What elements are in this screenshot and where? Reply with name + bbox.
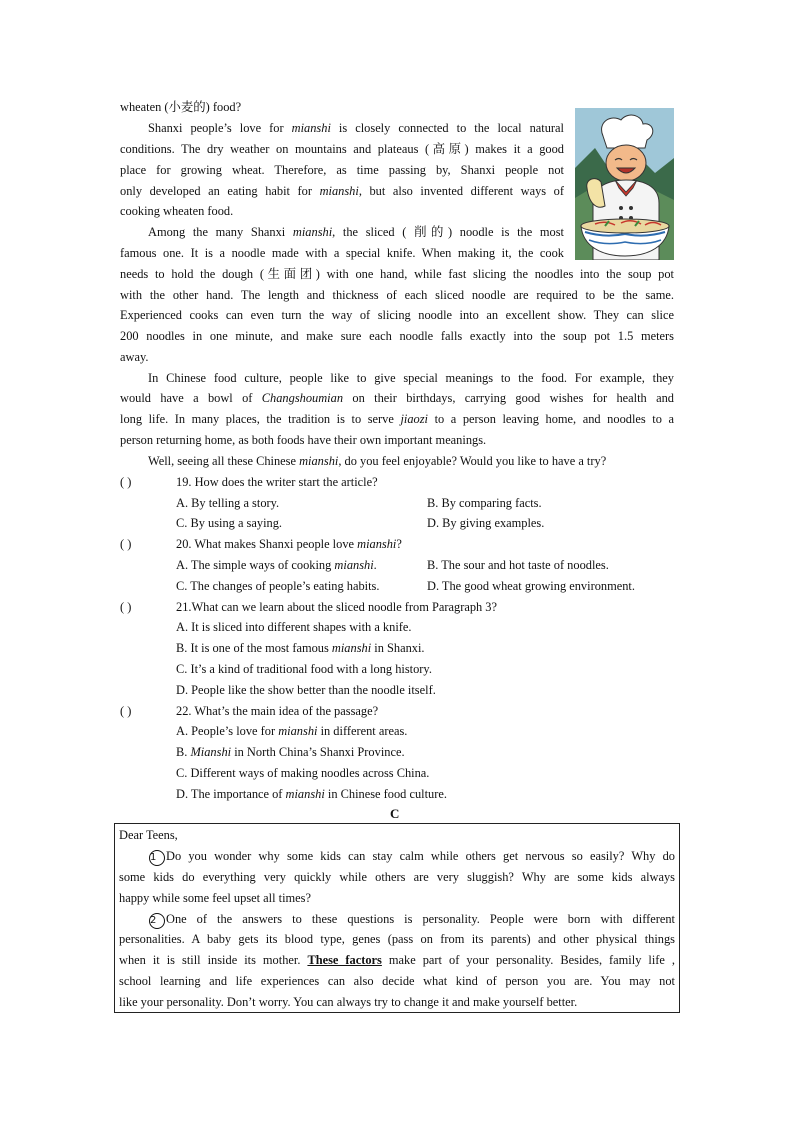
option-a[interactable]: A. It is sliced into different shapes with a knife. (176, 620, 412, 634)
p3-line: person returning home, as both foods have their own important meanings. (120, 433, 487, 447)
p2-line: 200 noodles in one minute, and make sure each noodle falls exactly into the soup pot 1.5 meters (120, 329, 674, 343)
letter-line: 2 One of the answers to these questions is personality. People were born with different (119, 911, 675, 929)
option-b[interactable]: B. By comparing facts. (427, 496, 542, 510)
option-a[interactable]: A. People’s love for mianshi in different areas. (176, 724, 408, 738)
circled-number-1: 1 (149, 850, 165, 866)
p3-line: long life. In many places, the tradition is to serve jiaozi to a person leaving home, and noodles to a (120, 412, 675, 426)
answer-blank[interactable]: ( ) (120, 600, 132, 614)
p3-line: In Chinese food culture, people like to give special meanings to the food. For example, they (148, 371, 674, 385)
p3-line: would have a bowl of Changshoumian on their birthdays, carrying good wishes for health and (120, 391, 674, 405)
option-d[interactable]: D. The good wheat growing environment. (427, 579, 635, 593)
option-c[interactable]: C. The changes of people’s eating habits. (176, 579, 380, 593)
p2-line: with the other hand. The length and thickness of each sliced noodle are required to be the same. (120, 288, 674, 302)
answer-blank[interactable]: ( ) (120, 475, 132, 489)
option-b[interactable]: B. It is one of the most famous mianshi in Shanxi. (176, 641, 425, 655)
letter-line: when it is still inside its mother. These factors make part of your personality. Besides, family life , (119, 953, 676, 967)
p2-line: Among the many Shanxi mianshi, the sliced ( 削的) noodle is the most (148, 225, 564, 239)
intro-line: wheaten (小麦的) food? (120, 100, 242, 114)
option-a[interactable]: A. By telling a story. (176, 496, 280, 510)
option-d[interactable]: D. The importance of mianshi in Chinese food culture. (176, 787, 447, 801)
option-b[interactable]: B. Mianshi in North China’s Shanxi Province. (176, 745, 405, 759)
letter-line: happy while some feel upset all times? (119, 891, 312, 905)
underlined-phrase: These factors (307, 953, 382, 967)
option-d[interactable]: D. By giving examples. (427, 516, 545, 530)
question-stem: 19. How does the writer start the article? (176, 475, 378, 489)
letter-line: some kids do everything very quickly while others are very sluggish? Why are some kids always (119, 870, 675, 884)
p1-line: place for growing wheat. Therefore, as time passing by, Shanxi people not (120, 163, 564, 177)
letter-line: 1 Do you wonder why some kids can stay calm while others get nervous so easily? Why do (119, 848, 675, 866)
p2-line: needs to hold the dough (生面团) with one hand, while fast slicing the noodles into the soup pot (120, 267, 674, 281)
answer-blank[interactable]: ( ) (120, 537, 132, 551)
question-stem: 22. What’s the main idea of the passage? (176, 704, 379, 718)
paragraph-4: Well, seeing all these Chinese mianshi, do you feel enjoyable? Would you like to have a try? (148, 454, 607, 468)
option-a[interactable]: A. The simple ways of cooking mianshi. (176, 558, 377, 572)
p2-line: away. (120, 350, 149, 364)
option-c[interactable]: C. It’s a kind of traditional food with a long history. (176, 662, 432, 676)
p1-line: conditions. The dry weather on mountains and plateaus (高原) makes it a good (120, 142, 564, 156)
p1-line: only developed an eating habit for mianshi, but also invented different ways of (120, 184, 564, 198)
letter-line: school learning and life experiences can also decide what kind of person you are. You may not (119, 974, 675, 988)
chef-noodles-illustration (575, 108, 674, 260)
letter-box (114, 823, 680, 1013)
question-stem: 20. What makes Shanxi people love mianshi? (176, 537, 402, 551)
option-c[interactable]: C. Different ways of making noodles across China. (176, 766, 430, 780)
p2-line: Experienced cooks can even turn the way of slicing noodle into an excellent show. They can slice (120, 308, 674, 322)
option-b[interactable]: B. The sour and hot taste of noodles. (427, 558, 609, 572)
circled-number-2: 2 (149, 913, 165, 929)
p1-line: cooking wheaten food. (120, 204, 234, 218)
p2-line: famous one. It is a noodle made with a special knife. When making it, the cook (120, 246, 564, 260)
p1-line: Shanxi people’s love for mianshi is closely connected to the local natural (148, 121, 564, 135)
question-stem: 21.What can we learn about the sliced noodle from Paragraph 3? (176, 600, 498, 614)
answer-blank[interactable]: ( ) (120, 704, 132, 718)
greeting: Dear Teens, (119, 828, 178, 842)
option-d[interactable]: D. People like the show better than the noodle itself. (176, 683, 436, 697)
letter-line: like your personality. Don’t worry. You can always try to change it and make yourself better. (119, 995, 578, 1009)
section-c-label: C (390, 806, 400, 821)
option-c[interactable]: C. By using a saying. (176, 516, 283, 530)
letter-line: personalities. A baby gets its blood type, genes (pass on from its parents) and other physical things (119, 932, 675, 946)
chef-face (606, 145, 646, 181)
